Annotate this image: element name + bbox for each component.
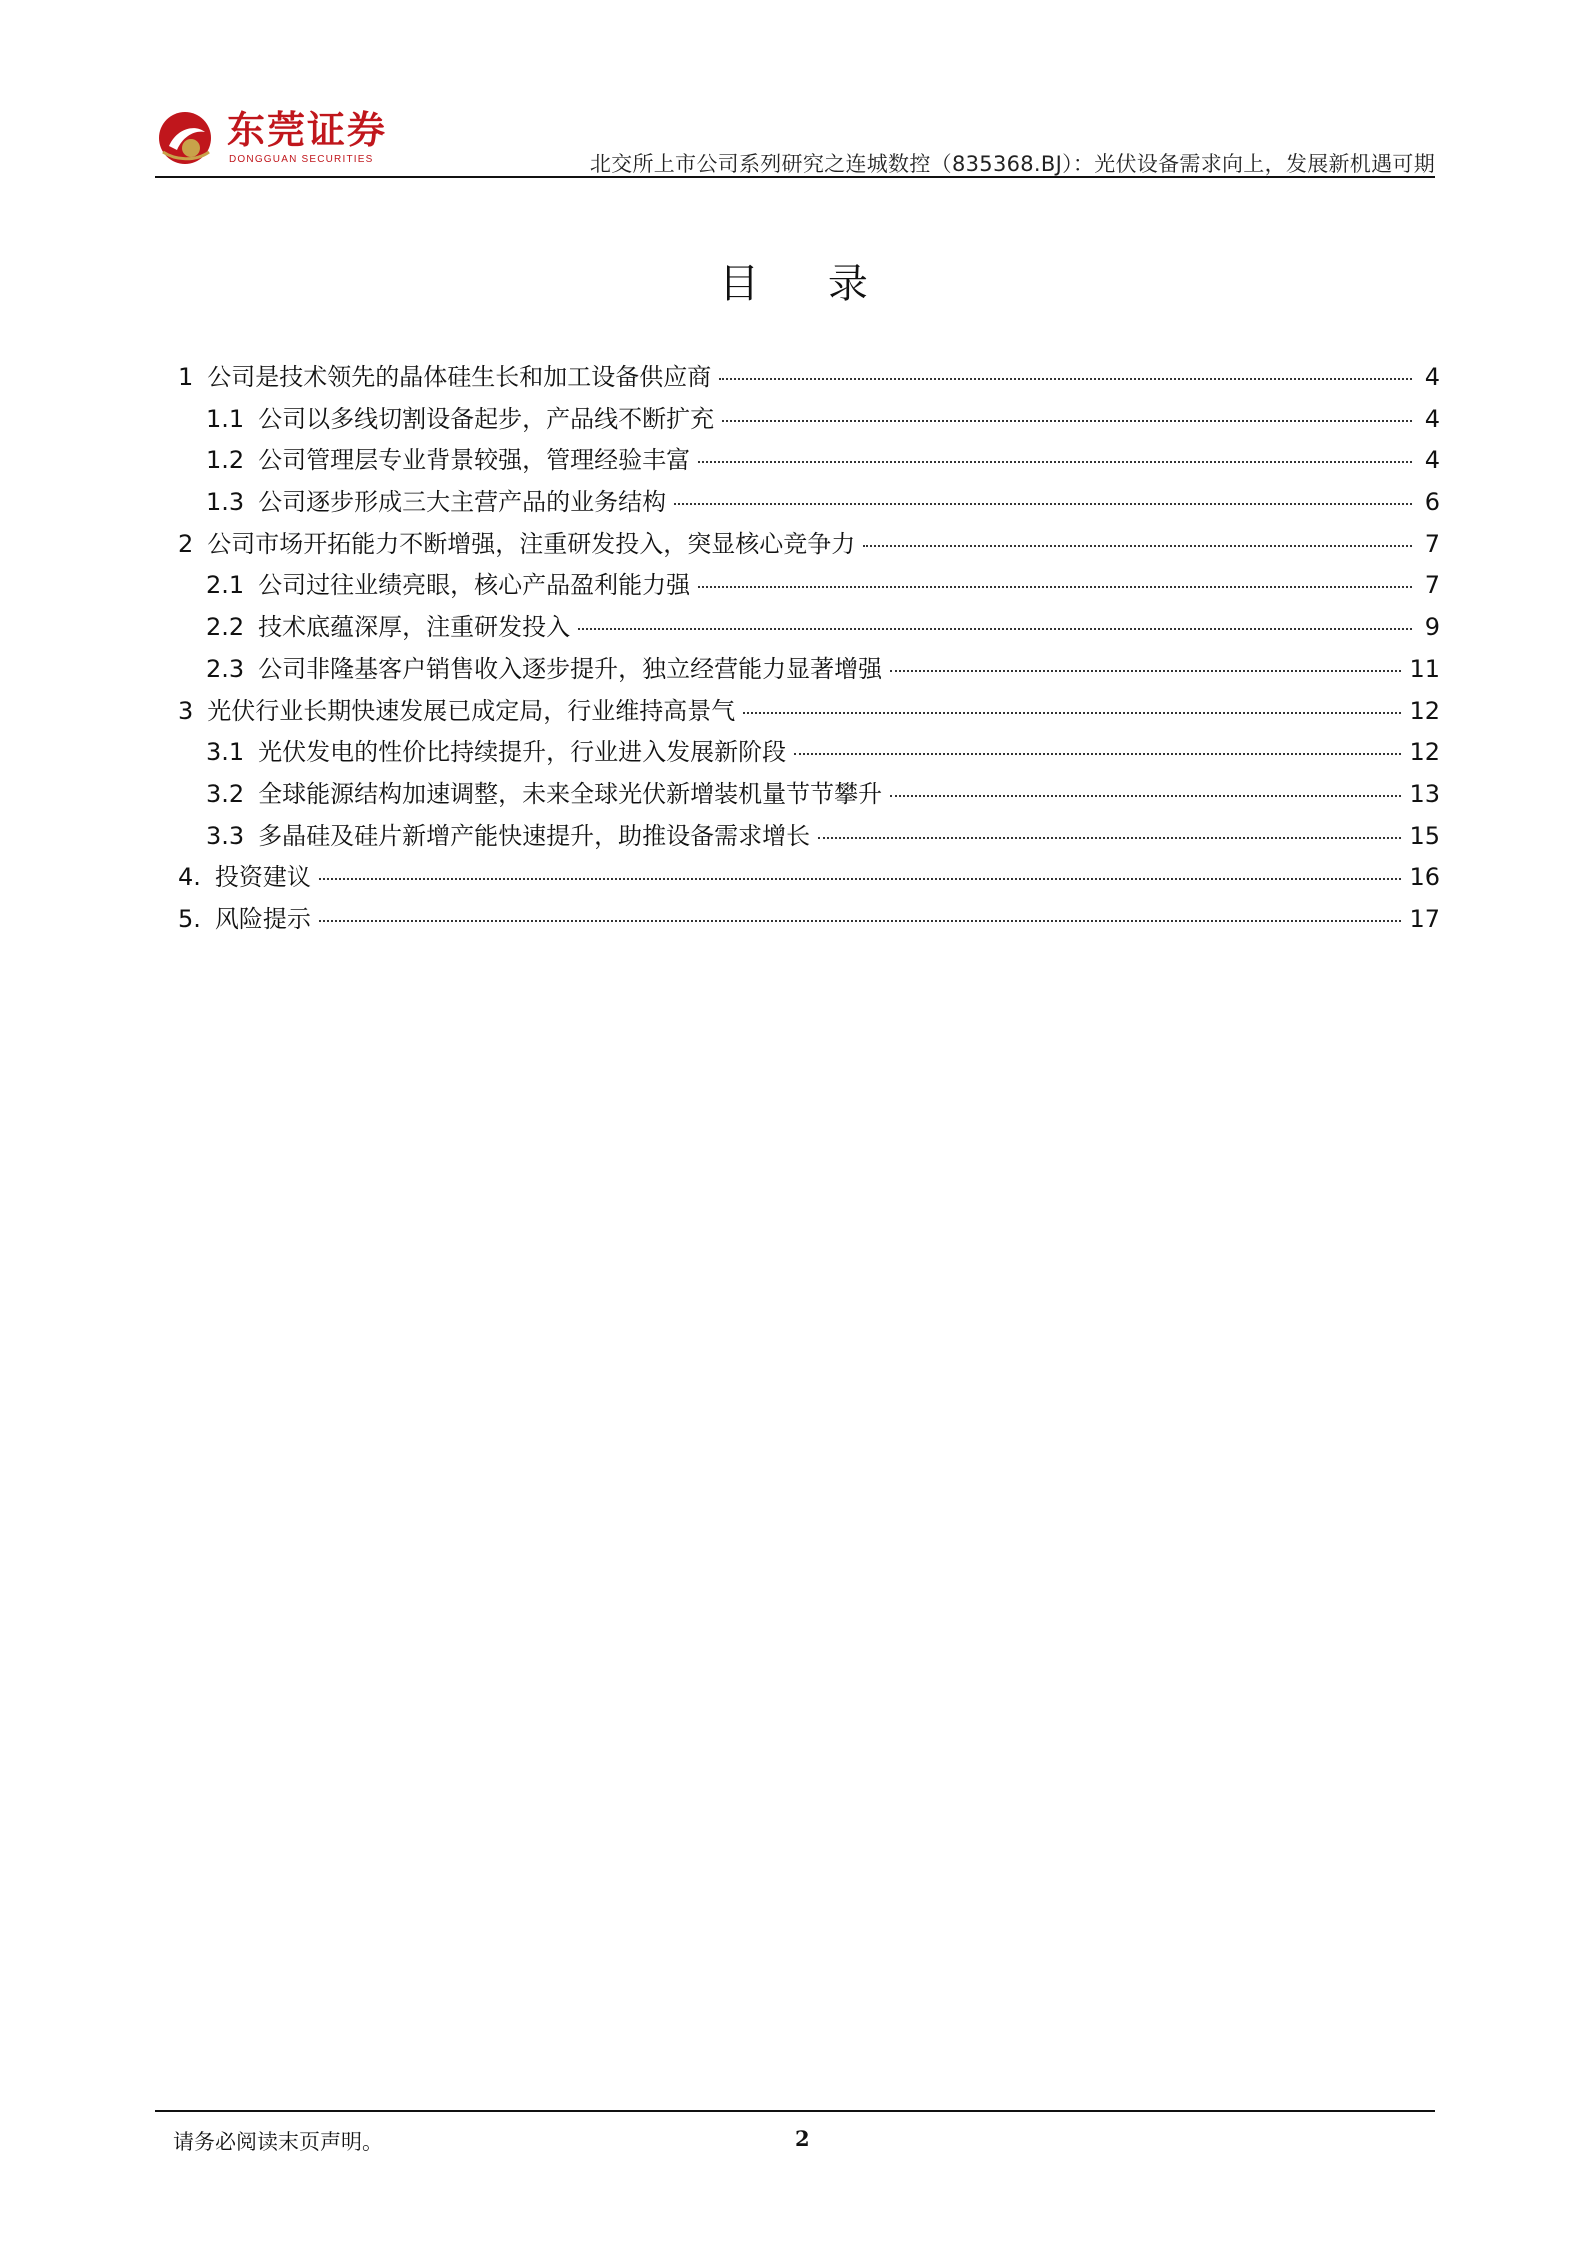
toc-entry[interactable] bbox=[178, 691, 1440, 733]
toc-dot-leader bbox=[319, 920, 1402, 922]
company-logo bbox=[155, 108, 405, 168]
toc-entry-title: 光伏发电的性价比持续提升，行业进入发展新阶段 bbox=[258, 738, 787, 767]
toc-entry[interactable] bbox=[178, 899, 1440, 941]
toc-entry-page: 17 bbox=[1409, 904, 1440, 933]
toc-entry-page: 4 bbox=[1424, 446, 1440, 475]
toc-entry[interactable] bbox=[178, 399, 1440, 441]
toc-entry-title: 多晶硅及硅片新增产能快速提升，助推设备需求增长 bbox=[258, 821, 811, 850]
toc-entry-page: 9 bbox=[1424, 613, 1440, 642]
toc-entry[interactable] bbox=[178, 649, 1440, 691]
toc-entry-number: 2.1 bbox=[206, 571, 245, 600]
toc-entry-number: 2 bbox=[178, 529, 194, 558]
toc-entry-title: 公司逐步形成三大主营产品的业务结构 bbox=[258, 488, 667, 517]
toc-entry-title: 公司过往业绩亮眼，核心产品盈利能力强 bbox=[258, 571, 691, 600]
disclaimer-note: 请务必阅读末页声明。 bbox=[173, 2130, 383, 2154]
page-footer bbox=[155, 2110, 1435, 2160]
toc-dot-leader bbox=[818, 837, 1401, 839]
toc-entry-title: 风险提示 bbox=[214, 904, 311, 933]
toc-entry-title: 投资建议 bbox=[214, 863, 311, 892]
report-title: 北交所上市公司系列研究之连城数控（835368.BJ）：光伏设备需求向上，发展新机遇可期 bbox=[589, 152, 1435, 176]
toc-entry[interactable] bbox=[178, 357, 1440, 399]
toc-entry-page: 12 bbox=[1409, 696, 1440, 725]
toc-entry-page: 15 bbox=[1409, 821, 1440, 850]
toc-entry-page: 7 bbox=[1424, 529, 1440, 558]
toc-entry-page: 16 bbox=[1409, 863, 1440, 892]
toc-dot-leader bbox=[863, 545, 1412, 547]
toc-dot-leader bbox=[578, 628, 1412, 630]
toc-dot-leader bbox=[890, 795, 1401, 797]
toc-entry-number: 3.2 bbox=[206, 779, 245, 808]
toc-dot-leader bbox=[698, 586, 1412, 588]
toc-dot-leader bbox=[743, 712, 1401, 714]
dongguan-securities-logo-icon bbox=[155, 108, 215, 168]
toc-heading: 目 录 bbox=[719, 261, 896, 307]
toc-entry-number: 1 bbox=[178, 363, 194, 391]
toc-entry-title: 技术底蕴深厚，注重研发投入 bbox=[258, 613, 571, 642]
logo-chinese-name: 东莞证券 bbox=[227, 107, 388, 152]
toc-dot-leader bbox=[319, 878, 1402, 880]
toc-entry-number: 3.1 bbox=[206, 738, 245, 767]
toc-entry-number: 1.2 bbox=[206, 446, 245, 475]
toc-entry-page: 13 bbox=[1409, 779, 1440, 808]
toc-entry-title: 全球能源结构加速调整，未来全球光伏新增装机量节节攀升 bbox=[258, 779, 883, 808]
toc-entry-number: 3.3 bbox=[206, 821, 245, 850]
toc-dot-leader bbox=[890, 670, 1401, 672]
toc-entry-page: 4 bbox=[1424, 404, 1440, 433]
page-header bbox=[155, 100, 1435, 180]
toc-entry-number: 2.2 bbox=[206, 613, 245, 642]
toc-entry-title: 公司以多线切割设备起步，产品线不断扩充 bbox=[258, 404, 715, 433]
toc-entry-number: 1.1 bbox=[206, 404, 245, 433]
toc-entry[interactable] bbox=[178, 440, 1440, 482]
toc-entry-title: 公司管理层专业背景较强，管理经验丰富 bbox=[258, 446, 691, 475]
footer-divider bbox=[155, 2110, 1435, 2112]
logo-english-name: DONGGUAN SECURITIES bbox=[229, 154, 374, 165]
toc-entry[interactable] bbox=[178, 857, 1440, 899]
toc-entry-page: 7 bbox=[1424, 571, 1440, 600]
toc-entry[interactable] bbox=[178, 732, 1440, 774]
toc-entry-page: 12 bbox=[1409, 738, 1440, 767]
toc-dot-leader bbox=[722, 420, 1412, 422]
toc-entry-title: 公司非隆基客户销售收入逐步提升，独立经营能力显著增强 bbox=[258, 654, 883, 683]
toc-dot-leader bbox=[794, 753, 1401, 755]
toc-dot-leader bbox=[698, 461, 1412, 463]
toc-entry-number: 1.3 bbox=[206, 488, 245, 517]
toc-entry-title: 光伏行业长期快速发展已成定局，行业维持高景气 bbox=[207, 696, 736, 725]
toc-entry[interactable] bbox=[178, 774, 1440, 816]
toc-entry[interactable] bbox=[178, 607, 1440, 649]
toc-entry[interactable] bbox=[178, 565, 1440, 607]
toc-entry-page: 4 bbox=[1424, 363, 1440, 391]
toc-entry-title: 公司是技术领先的晶体硅生长和加工设备供应商 bbox=[207, 363, 712, 391]
toc-entry[interactable] bbox=[178, 816, 1440, 858]
header-divider bbox=[155, 176, 1435, 178]
toc-dot-leader bbox=[719, 378, 1412, 380]
toc-dot-leader bbox=[674, 503, 1412, 505]
page-number: 2 bbox=[795, 2126, 810, 2151]
toc-entry-number: 2.3 bbox=[206, 654, 245, 683]
toc-entry-number: 5. bbox=[178, 904, 201, 933]
toc-entry-number: 4. bbox=[178, 863, 201, 892]
toc-entry-title: 公司市场开拓能力不断增强，注重研发投入，突显核心竞争力 bbox=[207, 529, 856, 558]
toc-entry[interactable] bbox=[178, 524, 1440, 566]
toc-entry[interactable] bbox=[178, 482, 1440, 524]
toc-entry-page: 11 bbox=[1409, 654, 1440, 683]
toc-entry-page: 6 bbox=[1424, 488, 1440, 517]
toc-entry-number: 3 bbox=[178, 696, 194, 725]
table-of-contents bbox=[178, 357, 1440, 941]
